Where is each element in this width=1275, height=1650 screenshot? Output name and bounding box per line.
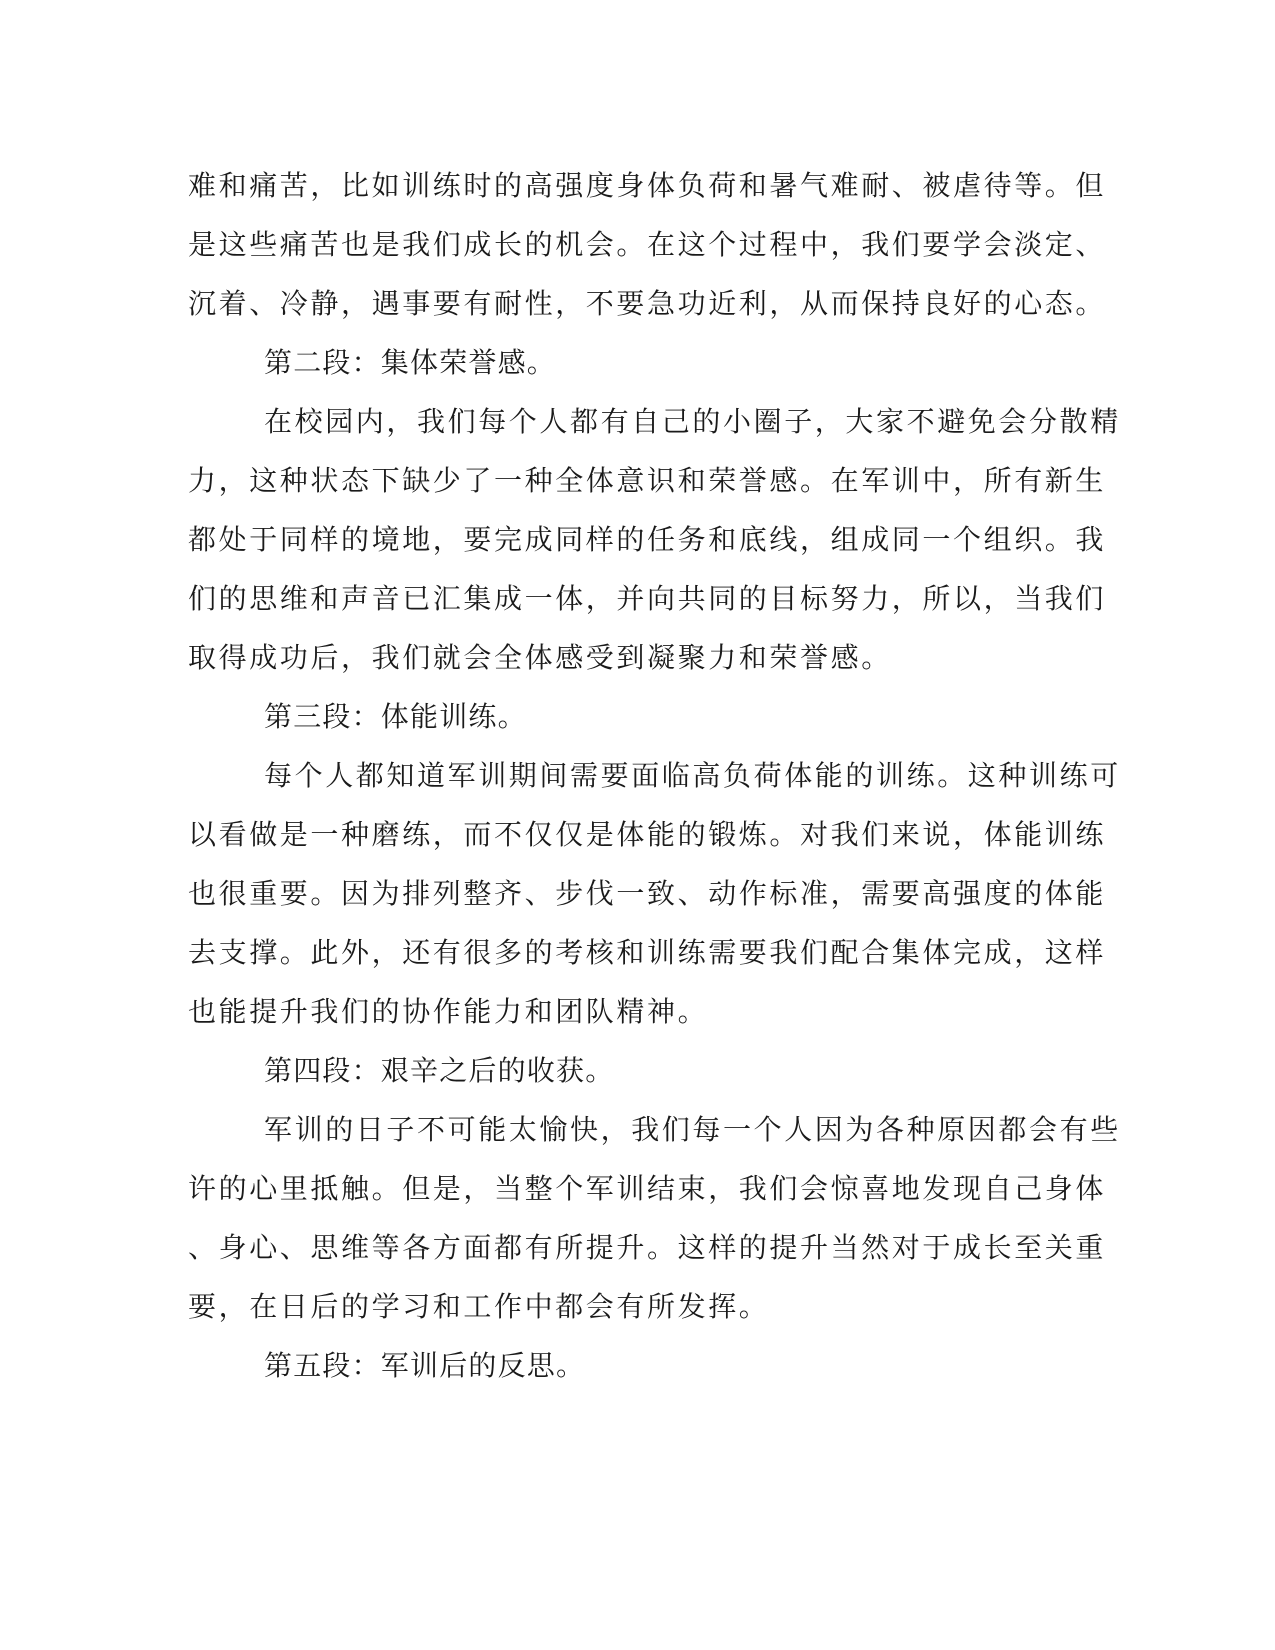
text-line: 许的心里抵触。但是，当整个军训结束，我们会惊喜地发现自己身体: [188, 1172, 1107, 1205]
paragraph-first-line: 每个人都知道军训期间需要面临高负荷体能的训练。这种训练可: [264, 759, 1121, 792]
paragraph-first-line: 在校园内，我们每个人都有自己的小圈子，大家不避免会分散精: [264, 405, 1121, 438]
section-heading: 第四段：艰辛之后的收获。: [264, 1054, 615, 1087]
paragraph-first-line: 军训的日子不可能太愉快，我们每一个人因为各种原因都会有些: [264, 1113, 1121, 1146]
text-line: 力，这种状态下缺少了一种全体意识和荣誉感。在军训中，所有新生: [188, 464, 1107, 497]
text-line: 们的思维和声音已汇集成一体，并向共同的目标努力，所以，当我们: [188, 582, 1107, 615]
text-line: 去支撑。此外，还有很多的考核和训练需要我们配合集体完成，这样: [188, 936, 1107, 969]
document-body: [188, 156, 1121, 1395]
text-line: 是这些痛苦也是我们成长的机会。在这个过程中，我们要学会淡定、: [188, 228, 1107, 261]
text-line: 、身心、思维等各方面都有所提升。这样的提升当然对于成长至关重: [188, 1231, 1107, 1264]
text-line: 取得成功后，我们就会全体感受到凝聚力和荣誉感。: [188, 641, 892, 674]
section-heading: 第三段：体能训练。: [264, 700, 527, 733]
text-line: 难和痛苦，比如训练时的高强度身体负荷和暑气难耐、被虐待等。但: [188, 169, 1107, 202]
text-line: 都处于同样的境地，要完成同样的任务和底线，组成同一个组织。我: [188, 523, 1107, 556]
text-line: 以看做是一种磨练，而不仅仅是体能的锻炼。对我们来说，体能训练: [188, 818, 1107, 851]
text-line: 要，在日后的学习和工作中都会有所发挥。: [188, 1290, 770, 1323]
text-line: 也能提升我们的协作能力和团队精神。: [188, 995, 709, 1028]
section-heading: 第二段：集体荣誉感。: [264, 346, 557, 379]
text-line: 沉着、冷静，遇事要有耐性，不要急功近利，从而保持良好的心态。: [188, 287, 1107, 320]
text-line: 也很重要。因为排列整齐、步伐一致、动作标准，需要高强度的体能: [188, 877, 1107, 910]
section-heading: 第五段：军训后的反思。: [264, 1349, 586, 1382]
